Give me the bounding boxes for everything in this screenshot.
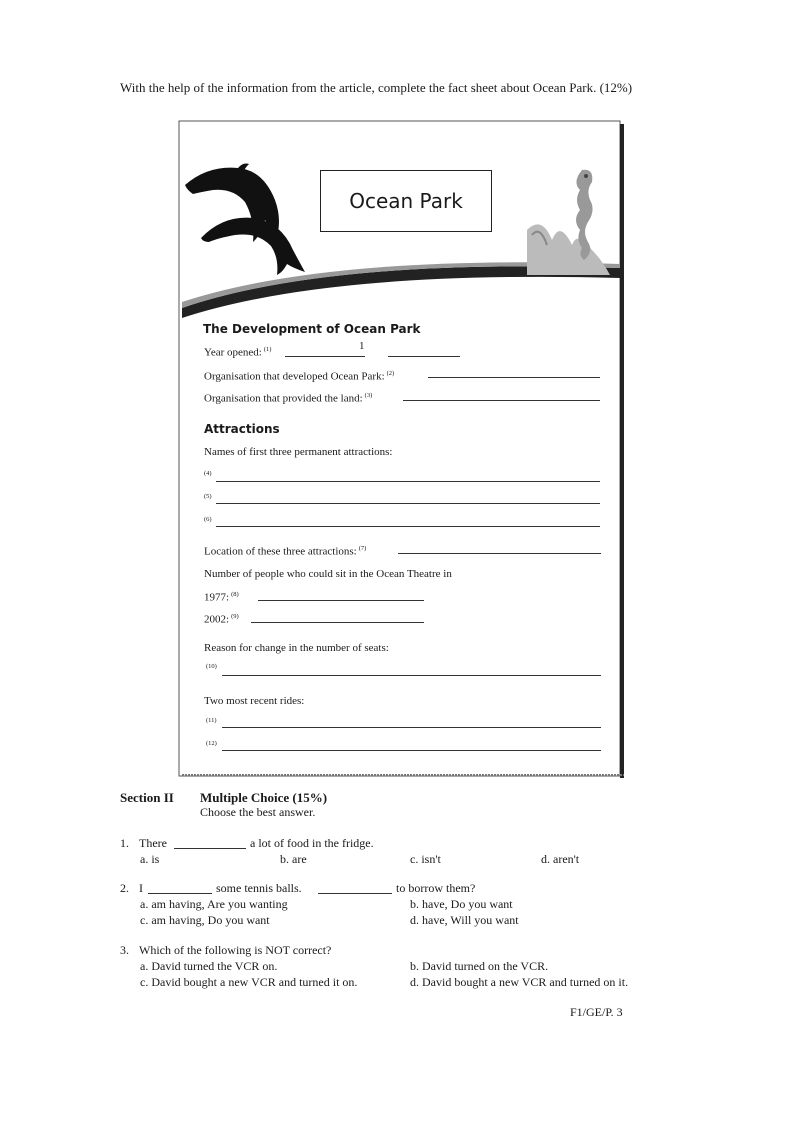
reason-label: Reason for change in the number of seats: <box>204 642 389 654</box>
seahorse-coral-icon <box>522 160 617 278</box>
theatre-label: Number of people who could sit in the Ocean Theatre in <box>204 568 452 580</box>
org-land-label: Organisation that provided the land: $^{(3)}$ <box>204 392 373 405</box>
question-2-blank-2[interactable] <box>318 893 392 894</box>
answer-num-12: (12) <box>206 740 217 747</box>
section-title: Multiple Choice (15%) <box>200 790 328 805</box>
development-heading: The Development of Ocean Park <box>203 322 421 336</box>
question-2-stem-c: to borrow them? <box>396 881 476 895</box>
question-1-blank[interactable] <box>174 848 246 849</box>
question-1-option-b[interactable]: b. are <box>280 852 307 866</box>
attractions-heading: Attractions <box>204 422 280 436</box>
section-label: Section II <box>120 790 174 805</box>
answer-line-10[interactable] <box>222 675 601 676</box>
question-3-option-d[interactable]: d. David bought a new VCR and turned on it. <box>410 975 629 989</box>
instruction-text: With the help of the information from the article, complete the fact sheet about Ocean Park. (12%) <box>120 80 633 95</box>
first-three-label: Names of first three permanent attractions: <box>204 446 393 458</box>
answer-line-6[interactable] <box>216 526 600 527</box>
answer-line-7[interactable] <box>398 553 601 554</box>
answer-line-4[interactable] <box>216 481 600 482</box>
question-2-blank-1[interactable] <box>148 893 212 894</box>
question-2-option-b[interactable]: b. have, Do you want <box>410 897 513 911</box>
section-instruction: Choose the best answer. <box>200 805 316 819</box>
question-2-option-a[interactable]: a. am having, Are you wanting <box>140 897 288 911</box>
question-2-option-d[interactable]: d. have, Will you want <box>410 913 519 927</box>
question-3-option-a[interactable]: a. David turned the VCR on. <box>140 959 278 973</box>
dolphins-icon <box>183 160 308 275</box>
answer-num-10: (10) <box>206 663 217 670</box>
answer-line-2[interactable] <box>428 377 600 378</box>
question-1-option-d[interactable]: d. aren't <box>541 852 580 866</box>
page-footer: F1/GE/P. 3 <box>570 1005 623 1019</box>
answer-num-6: (6) <box>204 516 212 523</box>
question-2-stem-b: some tennis balls. <box>216 881 302 895</box>
org-developed-label: Organisation that developed Ocean Park: $^{(2)}$ <box>204 370 395 383</box>
answer-line-11[interactable] <box>222 727 601 728</box>
fact-sheet-title: Ocean Park <box>320 170 492 232</box>
question-2-option-c[interactable]: c. am having, Do you want <box>140 913 270 927</box>
question-2-number: 2. <box>120 881 129 895</box>
question-1-stem-b: a lot of food in the fridge. <box>250 836 374 850</box>
question-1-number: 1. <box>120 836 129 850</box>
answer-line-5[interactable] <box>216 503 600 504</box>
answer-line-1[interactable] <box>285 356 365 357</box>
question-1-stem-a: There <box>139 836 167 850</box>
question-3-option-b[interactable]: b. David turned on the VCR. <box>410 959 549 973</box>
year-2002-label: 2002: $^{(9)}$ <box>204 613 239 626</box>
question-1-option-a[interactable]: a. is <box>140 852 160 866</box>
question-1-option-c[interactable]: c. isn't <box>410 852 441 866</box>
question-2-stem-a: I <box>139 881 143 895</box>
question-3-stem: Which of the following is NOT correct? <box>139 943 332 957</box>
year-1977-label: 1977: $^{(8)}$ <box>204 591 239 604</box>
answer-line-8[interactable] <box>258 600 424 601</box>
answer-line-12[interactable] <box>222 750 601 751</box>
answer-line-9[interactable] <box>251 622 424 623</box>
answer-line-1b[interactable] <box>388 356 460 357</box>
location-label: Location of these three attractions: $^{(7)}$ <box>204 545 367 558</box>
rides-label: Two most recent rides: <box>204 695 305 707</box>
answer-num-11: (11) <box>206 717 217 724</box>
answer-num-5: (5) <box>204 493 212 500</box>
question-3-option-c[interactable]: c. David bought a new VCR and turned it on. <box>140 975 358 989</box>
question-3-number: 3. <box>120 943 129 957</box>
year-opened-label: Year opened: $^{(1)}$ <box>204 346 272 359</box>
year-opened-value: 1 <box>359 340 365 352</box>
answer-num-4: (4) <box>204 470 212 477</box>
answer-line-3[interactable] <box>403 400 600 401</box>
